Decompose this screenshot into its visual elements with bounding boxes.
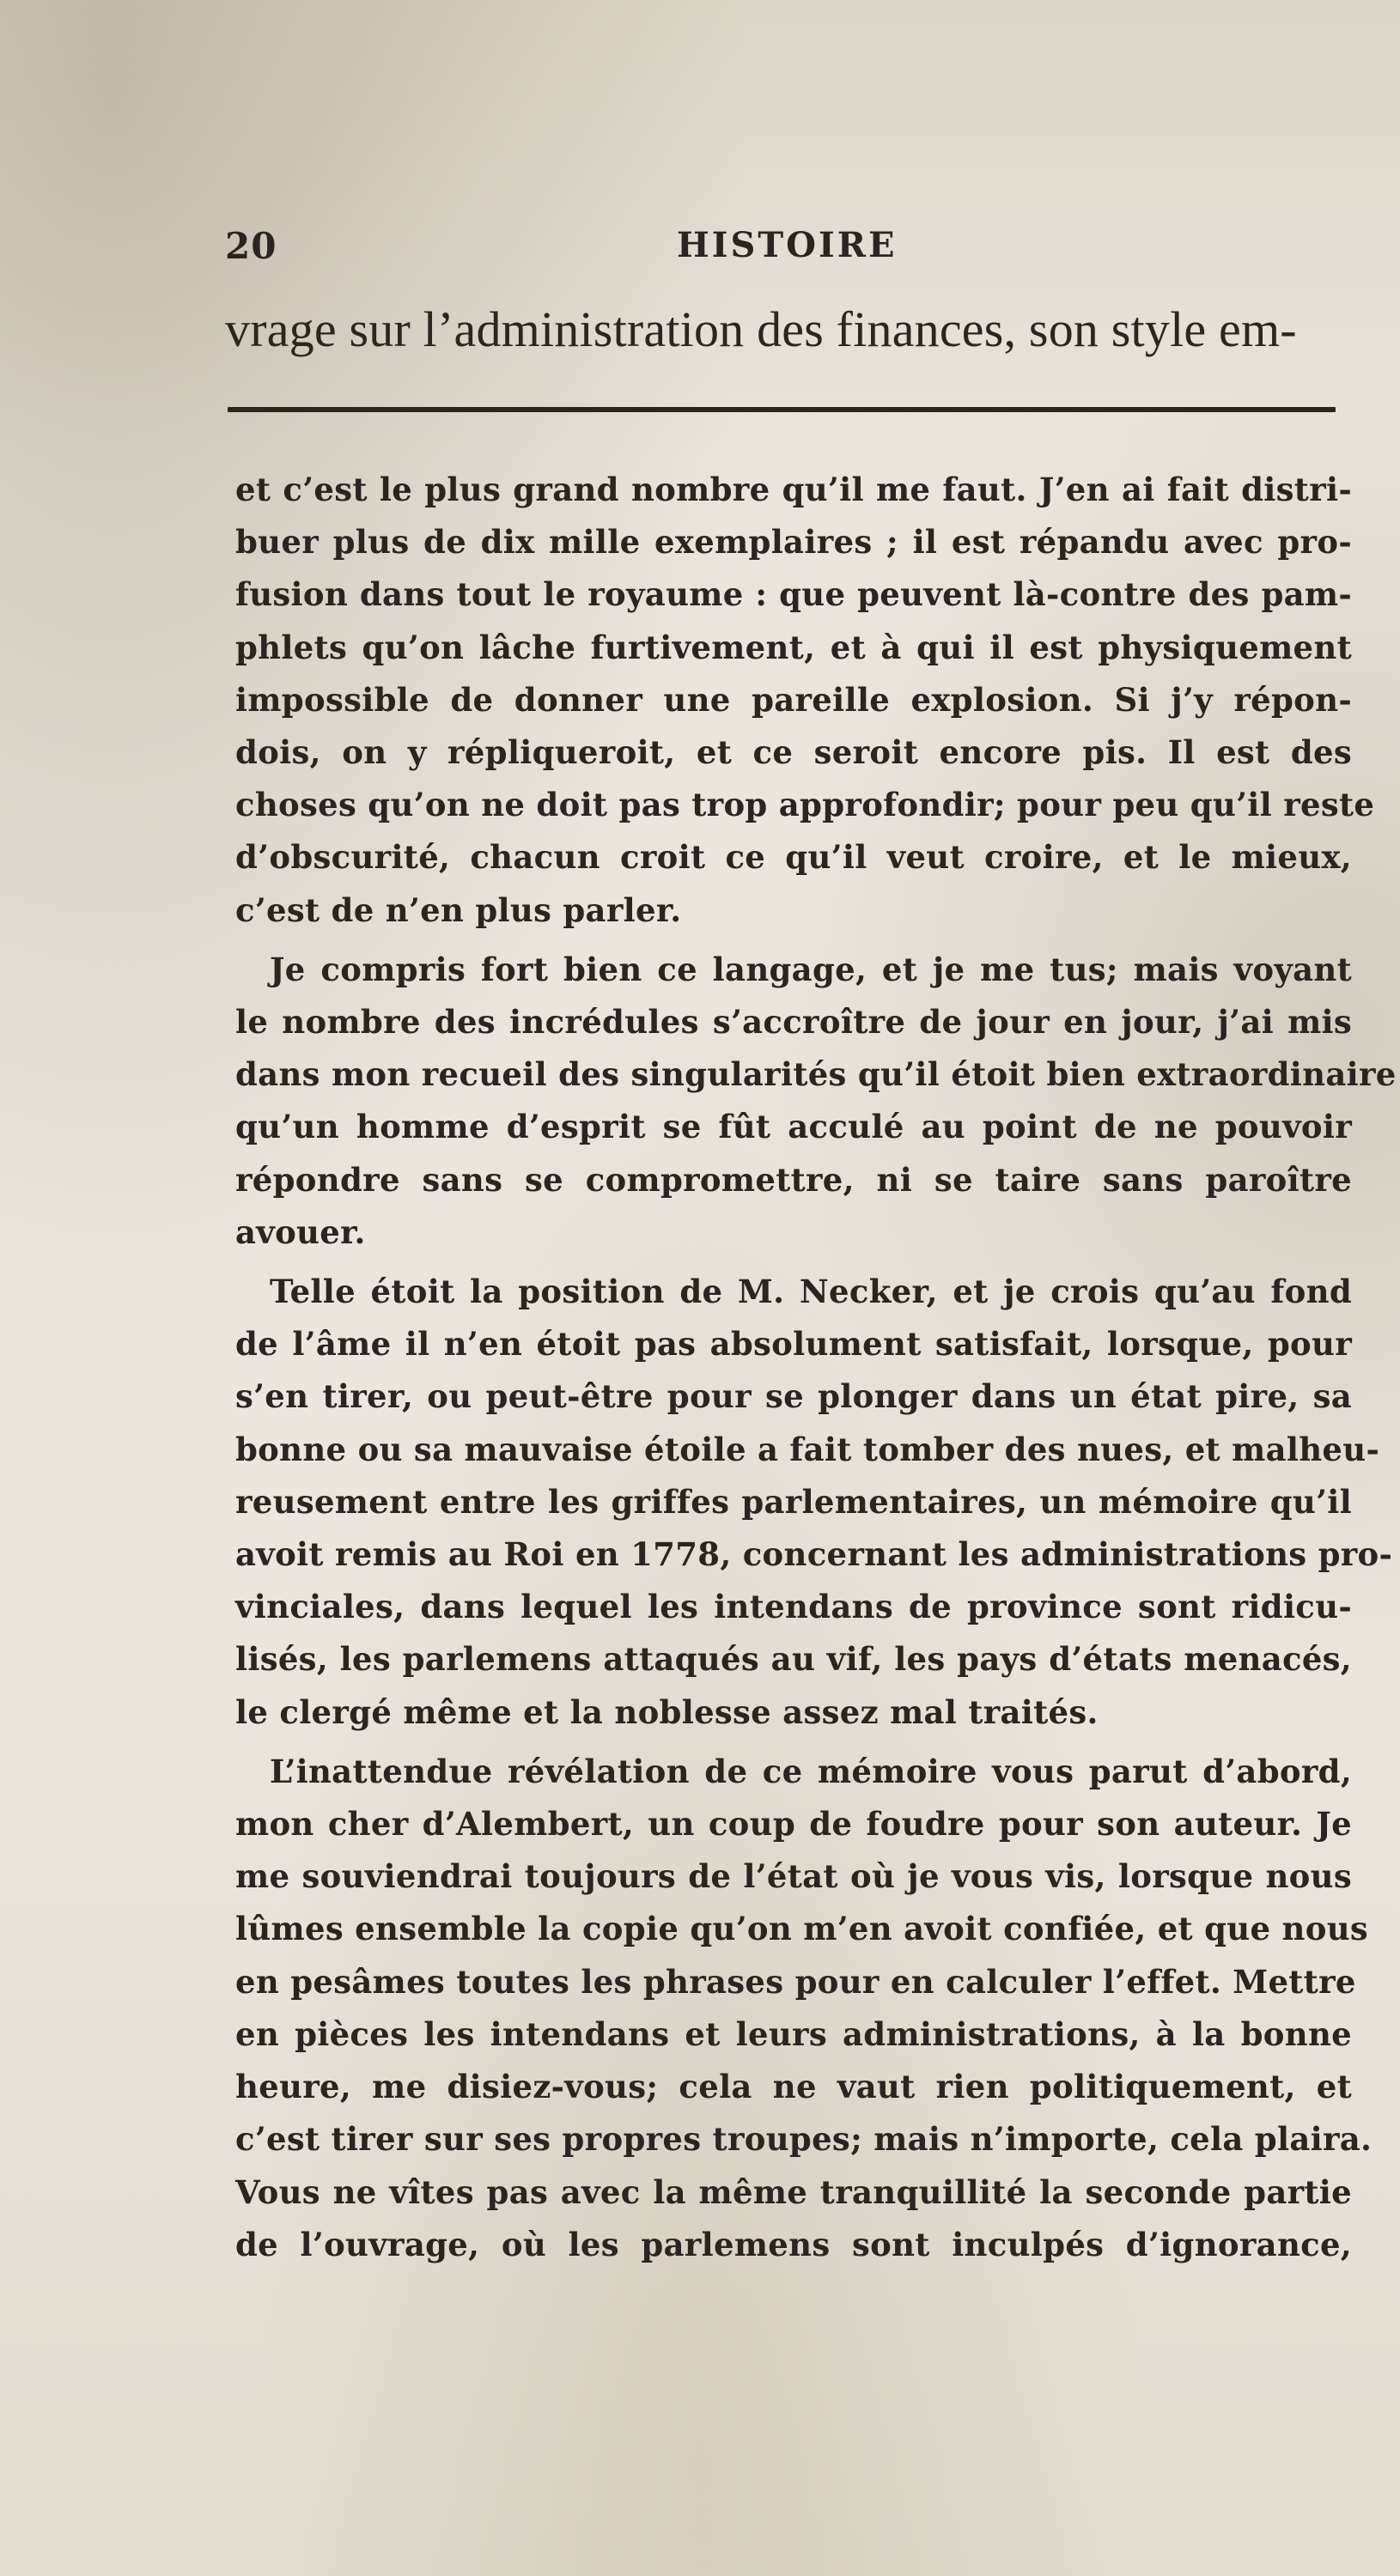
- text-line: répondre sans se compromettre, ni se taire sans paroître: [235, 1160, 1352, 1199]
- text-line: le clergé même et la noblesse assez mal traités.: [235, 1692, 1099, 1731]
- text-line: dans mon recueil des singularités qu’il étoit bien extraordinaire: [235, 1055, 1397, 1094]
- text-line: phlets qu’on lâche furtivement, et à qui il est physiquement: [235, 628, 1352, 666]
- text-line: mon cher d’Alembert, un coup de foudre pour son auteur. Je: [235, 1805, 1352, 1844]
- text-line: qu’un homme d’esprit se fût acculé au point de ne pouvoir: [235, 1108, 1352, 1146]
- text-line: d’obscurité, chacun croit ce qu’il veut croire, et le mieux,: [235, 838, 1352, 877]
- text-line: le nombre des incrédules s’accroître de jour en jour, j’ai mis: [235, 1003, 1352, 1042]
- text-line: dois, on y répliqueroit, et ce seroit encore pis. Il est des: [235, 733, 1352, 772]
- text-line: me souviendrai toujours de l’état où je vous vis, lorsque nous: [235, 1857, 1352, 1896]
- text-line: lûmes ensemble la copie qu’on m’en avoit confiée, et que nous: [235, 1910, 1369, 1948]
- text-line: c’est tirer sur ses propres troupes; mais n’importe, cela plaira.: [235, 2120, 1373, 2159]
- paragraph-3: [235, 1266, 1393, 1739]
- bleed-through-line: vrage sur l’administration des finances, son style em-: [225, 301, 1297, 357]
- text-line: buer plus de dix mille exemplaires ; il est répandu avec pro-: [235, 523, 1352, 562]
- text-line: avoit remis au Roi en 1778, concernant les administrations pro-: [235, 1535, 1393, 1574]
- text-line: fusion dans tout le royaume : que peuvent là-contre des pam-: [235, 575, 1352, 614]
- text-line: reusement entre les griffes parlementaires, un mémoire qu’il: [235, 1482, 1352, 1521]
- paragraph-4: [235, 1746, 1373, 2271]
- text-line: L’inattendue révélation de ce mémoire vous parut d’abord,: [270, 1752, 1352, 1790]
- text-line: c’est de n’en plus parler.: [235, 890, 682, 929]
- text-line: s’en tirer, ou peut-être pour se plonger dans un état pire, sa: [235, 1377, 1352, 1416]
- page-number: 20: [225, 225, 277, 267]
- text-line: Je compris fort bien ce langage, et je me tus; mais voyant: [270, 950, 1352, 988]
- header-rule: [228, 407, 1336, 412]
- text-line: impossible de donner une pareille explosion. Si j’y répon-: [235, 680, 1352, 719]
- text-line: avouer.: [235, 1212, 366, 1251]
- text-line: lisés, les parlemens attaqués au vif, les pays d’états menacés,: [235, 1640, 1352, 1679]
- text-line: Telle étoit la position de M. Necker, et je crois qu’au fond: [270, 1273, 1352, 1311]
- running-head: [225, 225, 1342, 276]
- text-line: en pièces les intendans et leurs administrations, à la bonne: [235, 2014, 1352, 2053]
- text-line: en pesâmes toutes les phrases pour en calculer l’effet. Mettre: [235, 1962, 1356, 2001]
- text-line: Vous ne vîtes pas avec la même tranquillité la seconde partie: [235, 2172, 1352, 2211]
- text-line: vinciales, dans lequel les intendans de province sont ridicu-: [235, 1588, 1352, 1626]
- text-line: et c’est le plus grand nombre qu’il me faut. J’en ai fait distri-: [235, 471, 1352, 508]
- text-line: heure, me disiez-vous; cela ne vaut rien politiquement, et: [235, 2068, 1352, 2106]
- text-line: choses qu’on ne doit pas trop approfondir; pour peu qu’il reste: [235, 786, 1375, 824]
- running-title: HISTOIRE: [677, 225, 898, 265]
- body-text: [235, 464, 1397, 2271]
- paragraph-1: [235, 464, 1375, 937]
- paragraph-2: [235, 944, 1397, 1259]
- text-line: bonne ou sa mauvaise étoile a fait tomber des nues, et malheu-: [235, 1430, 1380, 1468]
- text-line: de l’âme il n’en étoit pas absolument satisfait, lorsque, pour: [235, 1325, 1352, 1364]
- text-line: de l’ouvrage, où les parlemens sont inculpés d’ignorance,: [235, 2225, 1352, 2263]
